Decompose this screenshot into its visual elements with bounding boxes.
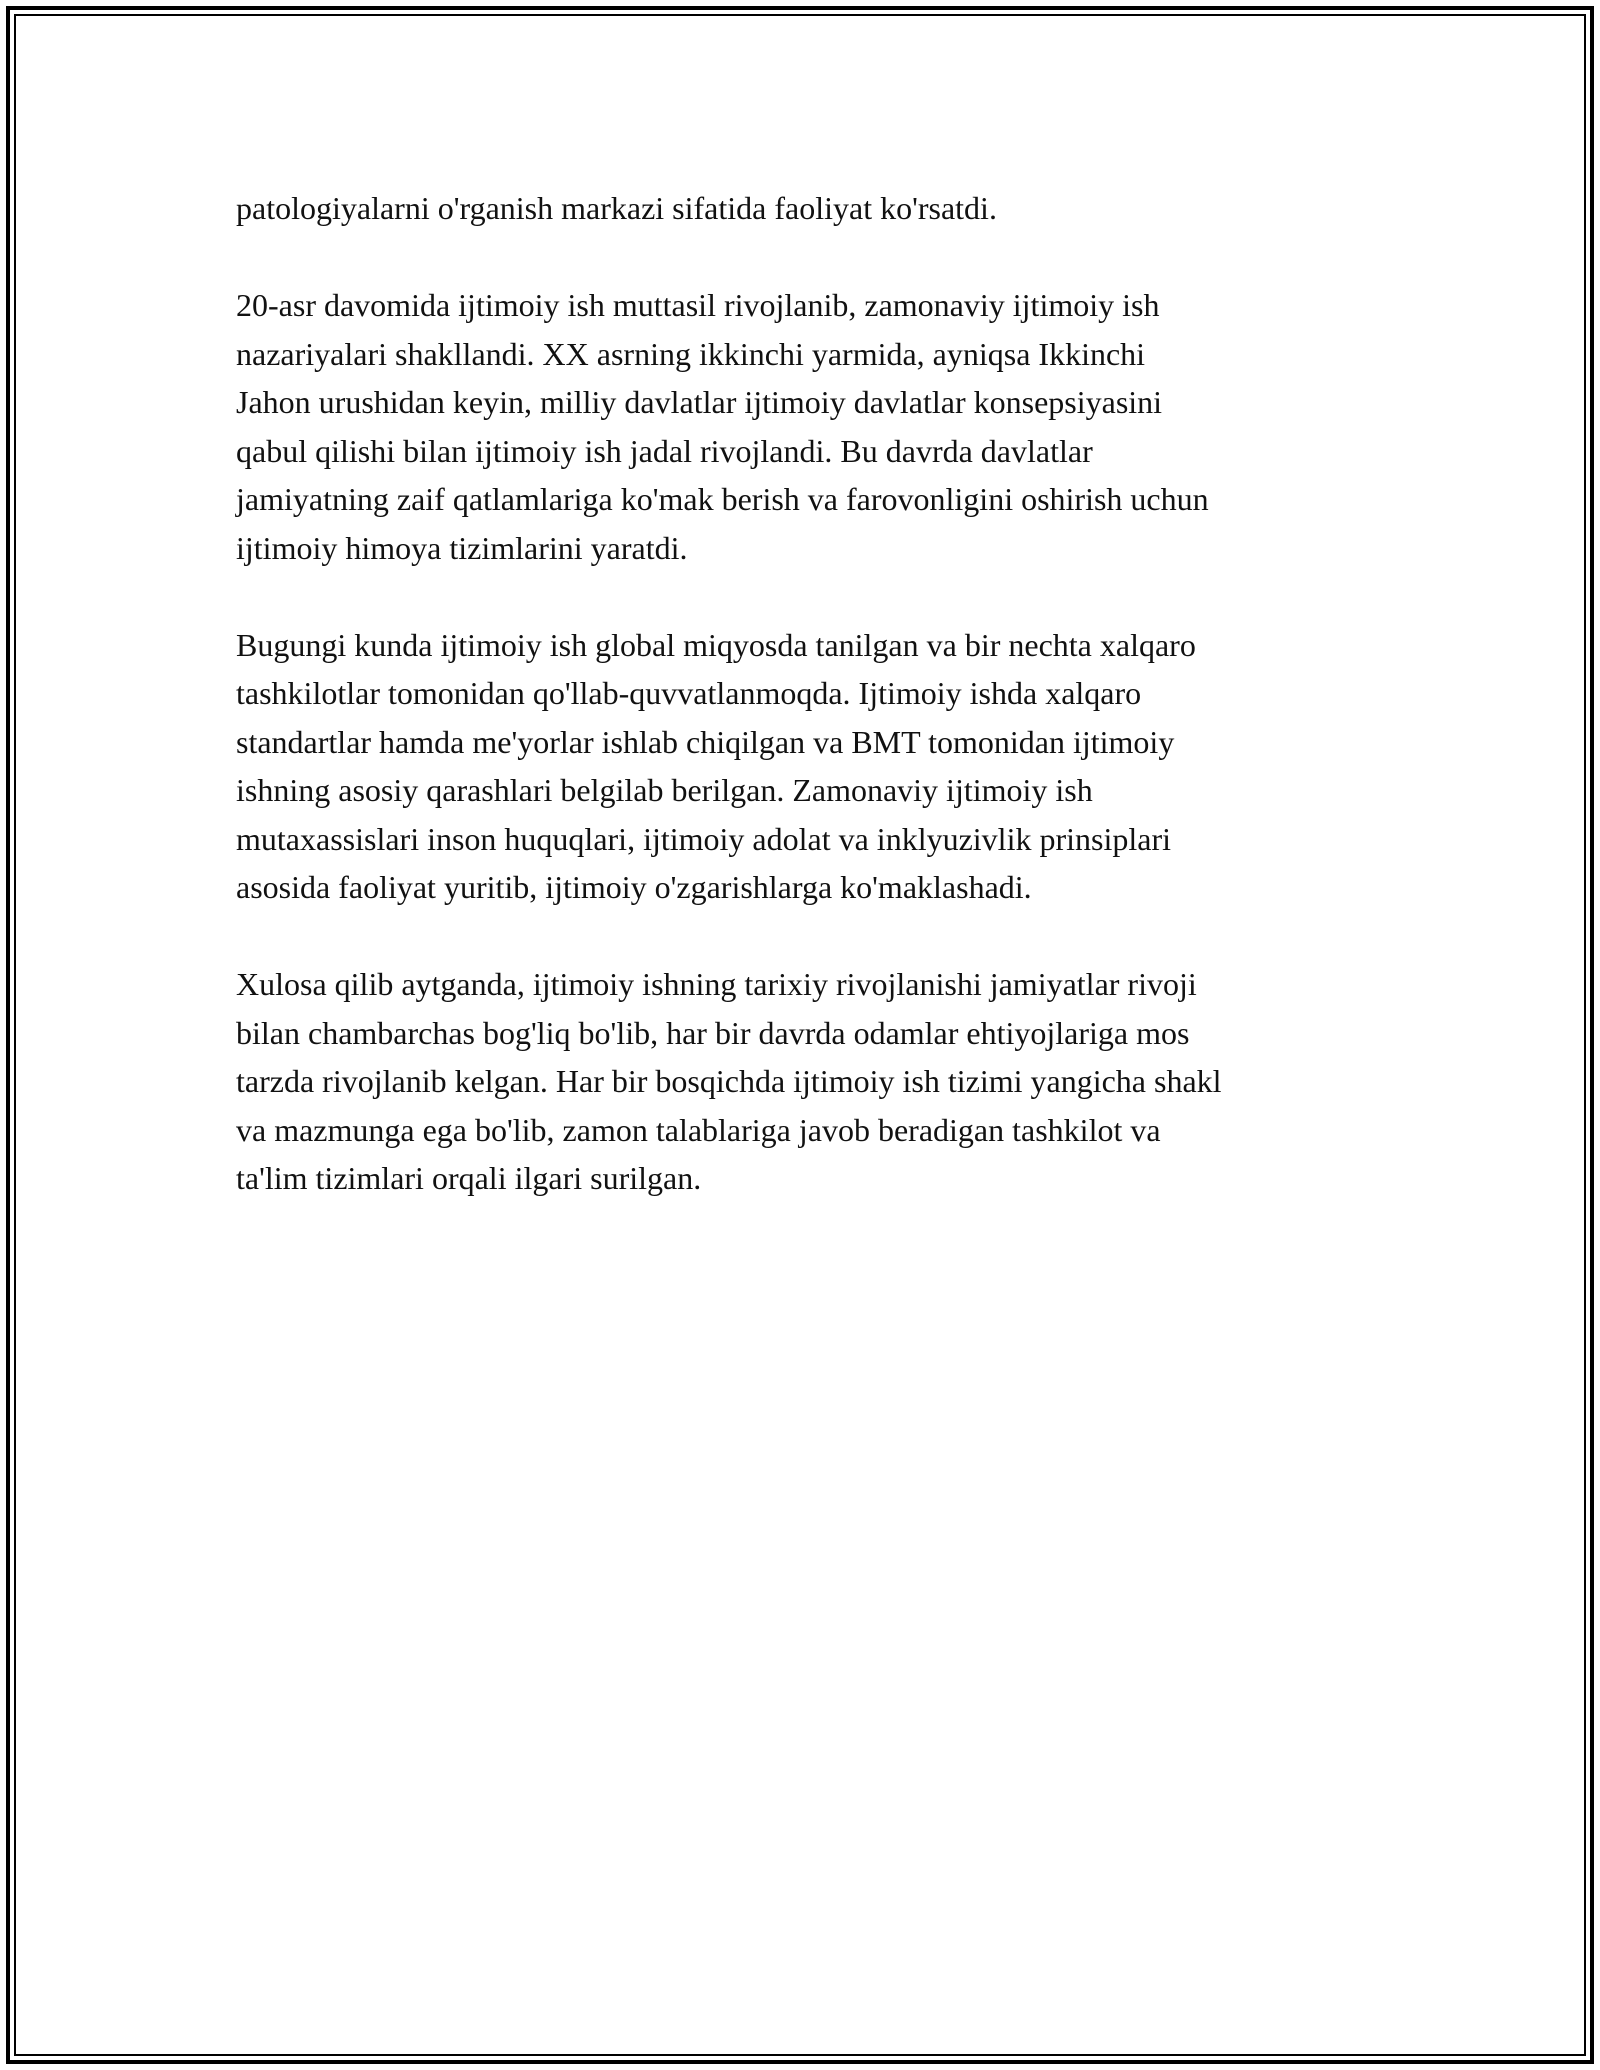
paragraph-3: Bugungi kunda ijtimoiy ish global miqyosda tanilgan va bir nechta xalqaro tashkilotlar tomonidan qo'llab-quvvatlanmoqda. Ijtimoiy ishda xalqaro standartlar hamda me'yorlar ishlab chiqilgan va BMT tomonidan ijtimoiy ishning asosiy qarashlari belgilab berilgan. Zamonaviy ijtimoiy ish mutaxassislari inson huquqlari, ijtimoiy adolat va inklyuzivlik prinsiplari asosida faoliyat yuritib, ijtimoiy o'zgarishlarga ko'maklashadi. xyxy=(236,626,1196,905)
paragraph-4: Xulosa qilib aytganda, ijtimoiy ishning tarixiy rivojlanishi jamiyatlar rivoji bilan chambarchas bog'liq bo'lib, har bir davrda odamlar ehtiyojlariga mos tarzda rivojlanib kelgan. Har bir bosqichda ijtimoiy ish tizimi yangicha shakl va mazmunga ega bo'lib, zamon talablariga javob beradigan tashkilot va ta'lim tizimlari orqali ilgari surilgan. xyxy=(236,966,1222,1196)
paragraph-2: 20-asr davomida ijtimoiy ish muttasil rivojlanib, zamonaviy ijtimoiy ish nazariyalari shakllandi. XX asrning ikkinchi yarmida, ayniqsa Ikkinchi Jahon urushidan keyin, milliy davlatlar ijtimoiy davlatlar konsepsiyasini qabul qilishi bilan ijtimoiy ish jadal rivojlandi. Bu davrda davlatlar jamiyatning zaif qatlamlariga ko'mak berish va farovonligini oshirish uchun ijtimoiy himoya tizimlarini yaratdi. xyxy=(236,287,1209,566)
document-body xyxy=(236,184,1376,1251)
paragraph-1: patologiyalarni o'rganish markazi sifatida faoliyat ko'rsatdi. xyxy=(236,190,997,226)
